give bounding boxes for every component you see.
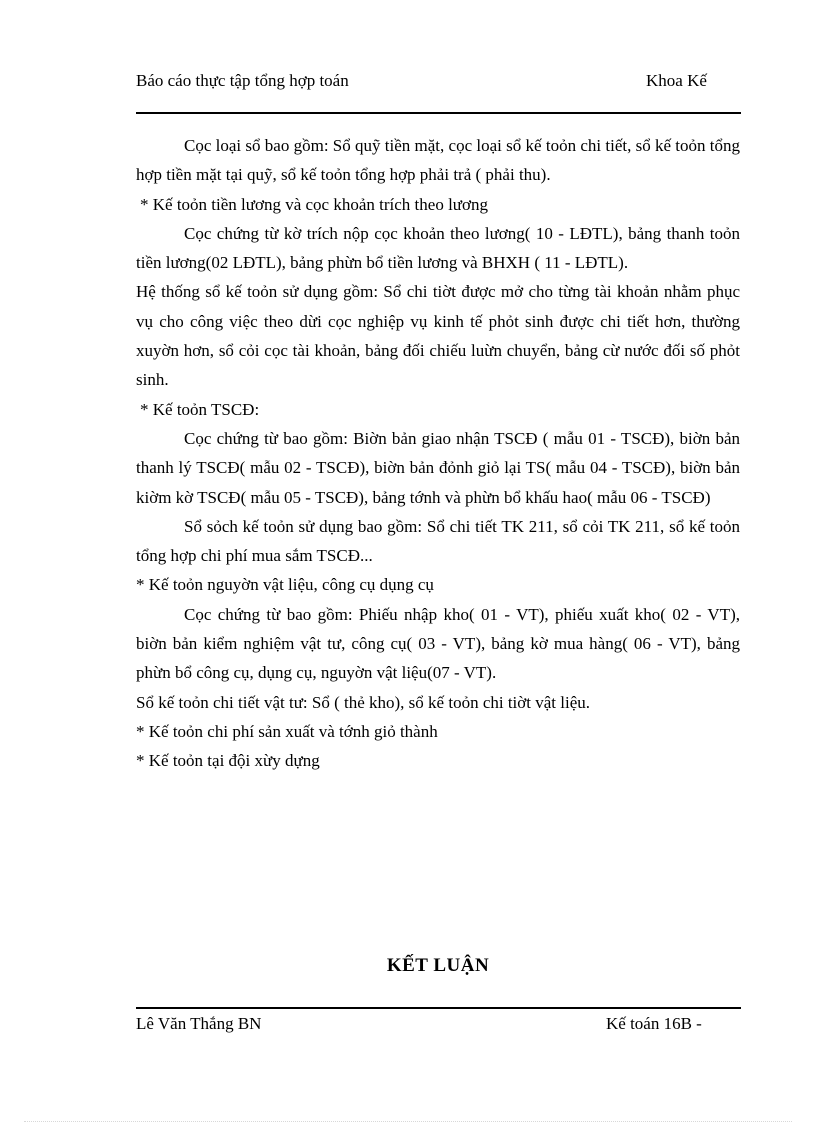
header-rule — [136, 112, 741, 114]
heading-production-cost: * Kế toỏn chi phí sản xuất và tớnh giỏ thành — [136, 721, 438, 741]
heading-salary-accounting: * Kế toỏn tiền lương và cọc khoản trích theo lương — [140, 194, 488, 214]
paragraph-materials-ledger: Sổ kế toỏn chi tiết vật tư: Sổ ( thẻ kho), sổ kế toỏn chi tiờt vật liệu. — [136, 692, 591, 712]
paragraph-salary-documents: Cọc chứng từ kờ trích nộp cọc khoản theo lương( 10 - LĐTL), bảng thanh toỏn tiền lương(02 LĐTL), bảng phừn bổ tiền lương và BHXH ( 11 - LĐTL). — [136, 223, 740, 273]
paragraph-ledger-system: Hệ thống sổ kế toỏn sử dụng gồm: Sổ chi tiờt được mở cho từng tài khoản nhằm phục vụ cho công việc theo dừi cọc nghiệp vụ kinh tế phỏt sinh được chi tiết hơn, thường xuyờn hơn, sổ cỏi cọc tài khoản, bảng đối chiếu luừn chuyển, bảng cừ nước đối số phỏt sinh. — [136, 282, 740, 390]
section-title: KẾT LUẬN — [386, 955, 490, 976]
paragraph-fixed-asset-documents: Cọc chứng từ bao gồm: Biờn bản giao nhận TSCĐ ( mẫu 01 - TSCĐ), biờn bản thanh lý TSCĐ( mẫu 02 - TSCĐ), biờn bản đỏnh giỏ lại TS( mẫu 04 - TSCĐ), biờn bản kiờm kờ TSCĐ( mẫu 05 - TSCĐ), bảng tớnh và phừn bổ khấu hao( mẫu 06 - TSCĐ) — [136, 428, 740, 507]
paragraph-ledger-types: Cọc loại sổ bao gồm: Sổ quỹ tiền mặt, cọc loại sổ kế toỏn chi tiết, sổ kế toỏn tổng hợp tiền mặt tại quỹ, sổ kế toỏn tổng hợp phải trả ( phải thu). — [136, 136, 740, 185]
page-edge-divider — [24, 1121, 792, 1122]
footer-rule — [136, 1007, 741, 1009]
document-body — [136, 131, 740, 776]
heading-construction-team: * Kế toỏn tại đội xừy dựng — [136, 751, 320, 771]
paragraph-fixed-asset-books: Sổ sỏch kế toỏn sử dụng bao gồm: Sổ chi tiết TK 211, sổ cỏi TK 211, sổ kế toỏn tổng hợp chi phí mua sắm TSCĐ... — [136, 516, 740, 566]
footer-author: Lê Văn Thắng BN — [136, 1014, 262, 1033]
footer-class: Kế toán 16B - — [606, 1014, 702, 1033]
paragraph-materials-documents: Cọc chứng từ bao gồm: Phiếu nhập kho( 01 - VT), phiếu xuất kho( 02 - VT), biờn bản kiểm nghiệm vật tư, công cụ( 03 - VT), bảng kờ mua hàng( 06 - VT), bảng phừn bổ công cụ, dụng cụ, nguyờn vật liệu(07 - VT). — [136, 604, 740, 683]
header-right-text: Khoa Kế — [646, 71, 707, 90]
heading-fixed-asset-accounting: * Kế toỏn TSCĐ: — [140, 399, 260, 419]
heading-materials-accounting: * Kế toỏn nguyờn vật liệu, công cụ dụng cụ — [136, 575, 434, 595]
header-left-text: Báo cáo thực tập tổng hợp toán — [136, 71, 349, 90]
